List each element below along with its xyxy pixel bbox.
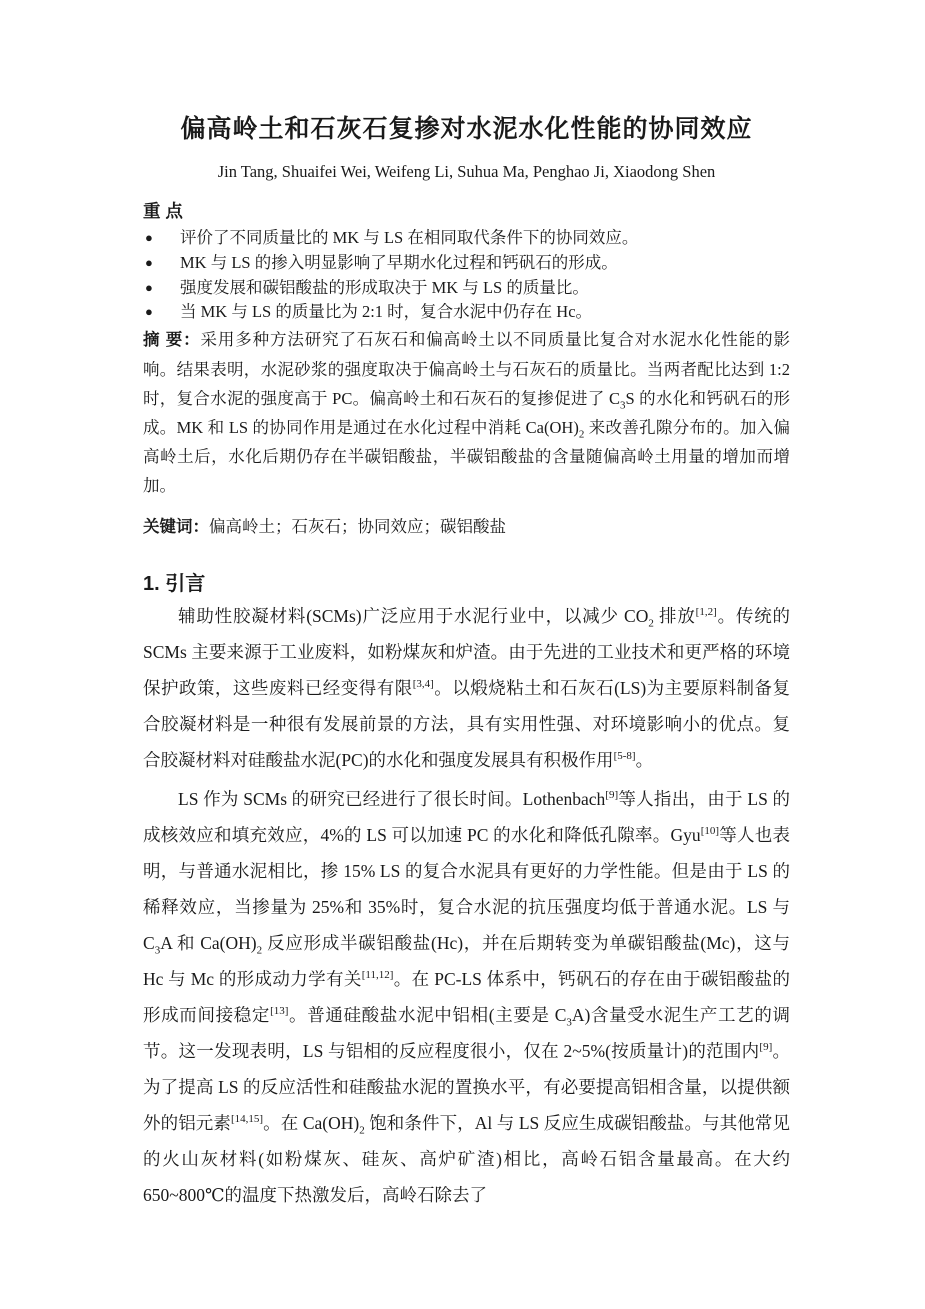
section-heading-introduction: 1. 引言 (143, 573, 206, 596)
abstract-paragraph (143, 325, 790, 500)
abstract-text: 采用多种方法研究了石灰石和偏高岭土以不同质量比复合对水泥水化性能的影响。结果表明，水泥砂浆的强度取决于偏高岭土与石灰石的质量比。当两者配比达到 1:2 时，复合水泥的强度高于 PC。偏高岭土和石灰石的复掺促进了 $C_3S$ 的水化和钙矾石的形成。MK 和 LS 的协同作用是通过在水化过程中消耗 $Ca(OH)_2$ 来改善孔隙分布的。加入偏高岭土后，水化后期仍存在半碳铝酸盐，半碳铝酸盐的含量随偏高岭土用量的增加而增加。 (143, 330, 791, 496)
intro-paragraph-2: LS 作为 SCMs 的研究已经进行了很长时间。Lothenbach[9]等人指出，由于 LS 的成核效应和填充效应，4%的 LS 可以加速 PC 的水化和降低孔隙率。Gyu[10]等人也表明，与普通水泥相比，掺 15% LS 的复合水泥具有更好的力学性能。但是由于 LS 的稀释效应，当掺量为 25%和 35%时，复合水泥的抗压强度均低于普通水泥。LS 与 $C_3A$ 和 $Ca(OH)_2$ 反应形成半碳铝酸盐(Hc)，并在后期转变为单碳铝酸盐(Mc)，这与 Hc 与 Mc 的形成动力学有关[11,12]。在 PC-LS 体系中，钙矾石的存在由于碳铝酸盐的形成而间接稳定[13]。普通硅酸盐水泥中铝相(主要是 $C_3A$)含量受水泥生产工艺的调节。这一发现表明，LS 与铝相的反应程度很小，仅在 2~5%(按质量计)的范围内[9]。为了提高 LS 的反应活性和硅酸盐水泥的置换水平，有必要提高铝相含量，以提供额外的铝元素[14,15]。在 $Ca(OH)_2$ 饱和条件下，Al 与 LS 反应生成碳铝酸盐。与其他常见的火山灰材料(如粉煤灰、硅灰、高炉矿渣)相比，高岭石铝含量最高。在大约 650~800℃的温度下热激发后，高岭石除去了 (143, 789, 791, 1206)
highlight-text: 当 MK 与 LS 的质量比为 2:1 时，复合水泥中仍存在 Hc。 (180, 302, 593, 322)
bullet-icon: ● (145, 304, 153, 320)
highlight-item (143, 251, 790, 276)
abstract-label: 摘 要： (143, 331, 201, 350)
keywords-line (143, 514, 790, 540)
paper-title: 偏高岭土和石灰石复掺对水泥水化性能的协同效应 (180, 115, 753, 143)
highlights-list (143, 226, 790, 325)
highlight-item (143, 226, 790, 251)
authors-line: Jin Tang, Shuaifei Wei, Weifeng Li, Suhua Ma, Penghao Ji, Xiaodong Shen (217, 162, 716, 181)
highlight-text: 评价了不同质量比的 MK 与 LS 在相同取代条件下的协同效应。 (180, 228, 639, 247)
bullet-icon: ● (145, 254, 153, 270)
highlight-item (143, 300, 790, 325)
keywords-label: 关键词： (143, 518, 209, 537)
intro-paragraph-1: 辅助性胶凝材料(SCMs)广泛应用于水泥行业中，以减少 $CO_2$ 排放[1,2]。传统的 SCMs 主要来源于工业废料，如粉煤灰和炉渣。由于先进的工业技术和更严格的环境保护政策，这些废料已经变得有限[3,4]。以煅烧粘土和石灰石(LS)为主要原料制备复合胶凝材料是一种很有发展前景的方法，具有实用性强、对环境影响小的优点。复合胶凝材料对硅酸盐水泥(PC)的水化和强度发展具有积极作用[5-8]。 (143, 606, 791, 771)
highlight-text: MK 与 LS 的掺入明显影响了早期水化过程和钙矾石的形成。 (180, 252, 618, 272)
highlight-text: 强度发展和碳铝酸盐的形成取决于 MK 与 LS 的质量比。 (180, 277, 589, 297)
bullet-icon: ● (145, 279, 153, 295)
bullet-icon: ● (145, 230, 153, 245)
highlights-heading: 重 点 (143, 201, 183, 221)
highlight-item (143, 276, 790, 301)
keywords-text: 偏高岭土；石灰石；协同效应；碳铝酸盐 (209, 517, 506, 537)
